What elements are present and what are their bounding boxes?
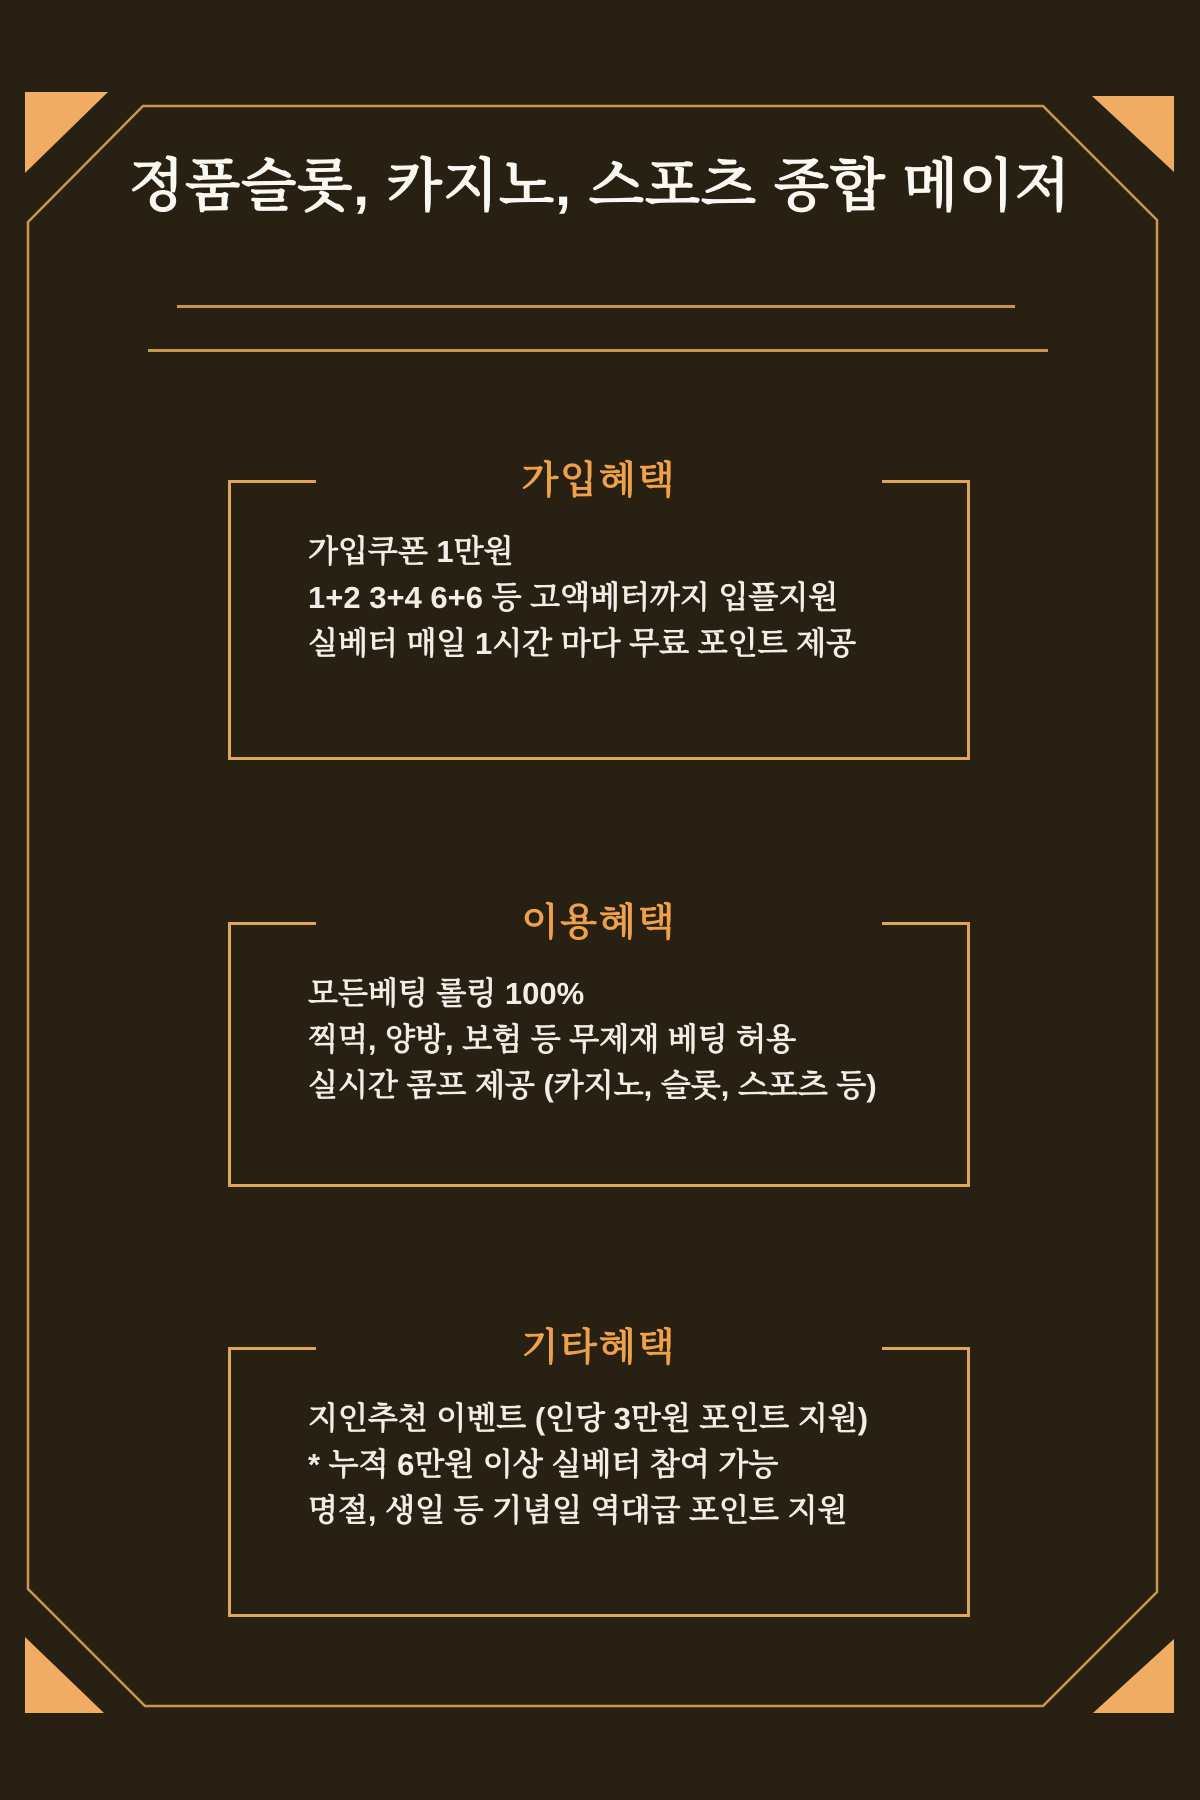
benefit-line: 가입쿠폰 1만원 bbox=[308, 534, 514, 569]
corner-triangle-bottom-right-icon bbox=[1093, 1639, 1174, 1713]
corner-triangle-bottom-left-icon bbox=[25, 1637, 104, 1713]
section-body-usage bbox=[231, 925, 967, 1109]
benefit-line: 지인추천 이벤트 (인당 3만원 포인트 지원) bbox=[308, 1401, 869, 1436]
benefit-line: 찍먹, 양방, 보험 등 무제재 베팅 허용 bbox=[308, 1022, 797, 1057]
divider-line-upper bbox=[177, 305, 1015, 308]
page-title: 정품슬롯, 카지노, 스포츠 종합 메이저 bbox=[129, 154, 1071, 218]
benefit-line: 명절, 생일 등 기념일 역대급 포인트 지원 bbox=[308, 1493, 848, 1528]
divider-line-lower bbox=[148, 349, 1048, 352]
section-usage-benefits bbox=[228, 902, 970, 1187]
section-title-usage: 이용혜택 bbox=[521, 902, 677, 944]
section-body-signup bbox=[231, 483, 967, 667]
section-body-other bbox=[231, 1350, 967, 1534]
benefit-line: 실시간 콤프 제공 (카지노, 슬롯, 스포츠 등) bbox=[308, 1068, 877, 1103]
section-other-benefits bbox=[228, 1327, 970, 1617]
benefit-line: 모든베팅 롤링 100% bbox=[308, 976, 585, 1011]
section-title-signup: 가입혜택 bbox=[521, 460, 677, 502]
benefit-line: * 누적 6만원 이상 실베터 참여 가능 bbox=[308, 1447, 779, 1482]
benefit-line: 1+2 3+4 6+6 등 고액베터까지 입플지원 bbox=[308, 580, 839, 615]
section-signup-benefits bbox=[228, 460, 970, 760]
section-title-other: 기타혜택 bbox=[521, 1327, 677, 1369]
benefit-line: 실베터 매일 1시간 마다 무료 포인트 제공 bbox=[308, 626, 857, 661]
